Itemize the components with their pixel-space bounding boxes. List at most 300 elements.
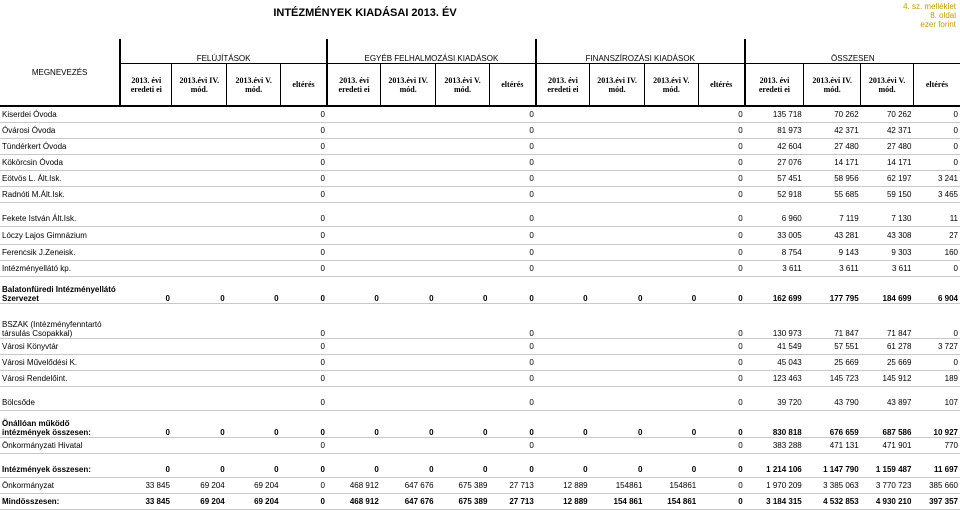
value-cell: 0 (698, 106, 744, 123)
value-cell (172, 139, 227, 155)
value-cell (590, 123, 645, 139)
value-cell (381, 171, 436, 187)
value-cell: 1 970 209 (745, 478, 804, 494)
table-total-row (0, 411, 960, 438)
subcolumn-header: 2013.évi V. mód. (436, 64, 490, 107)
value-cell: 69 204 (227, 478, 281, 494)
row-name: Radnóti M.Ált.Isk. (0, 187, 120, 203)
value-cell: 0 (698, 438, 744, 454)
value-cell: 0 (698, 171, 744, 187)
value-cell (227, 438, 281, 454)
value-cell: 0 (698, 277, 744, 304)
value-cell: 177 795 (804, 277, 861, 304)
value-cell: 4 532 853 (804, 494, 861, 510)
value-cell (120, 211, 172, 227)
value-cell: 0 (698, 339, 744, 355)
value-cell (327, 371, 381, 387)
value-cell (327, 312, 381, 339)
value-cell (590, 155, 645, 171)
value-cell: 0 (536, 411, 590, 438)
value-cell: 0 (436, 462, 490, 478)
value-cell (536, 312, 590, 339)
value-cell (436, 171, 490, 187)
value-cell (381, 261, 436, 277)
value-cell: 0 (489, 106, 535, 123)
value-cell (227, 371, 281, 387)
value-cell: 675 389 (436, 478, 490, 494)
value-cell (536, 395, 590, 411)
value-cell: 135 718 (745, 106, 804, 123)
value-cell: 10 927 (913, 411, 960, 438)
value-cell: 0 (489, 139, 535, 155)
value-cell (381, 155, 436, 171)
value-cell: 0 (489, 155, 535, 171)
table-row (0, 187, 960, 203)
value-cell: 184 699 (861, 277, 914, 304)
page-title: INTÉZMÉNYEK KIADÁSAI 2013. ÉV (273, 7, 457, 19)
table-row (0, 171, 960, 187)
table-row (0, 312, 960, 339)
subcolumn-header: 2013.évi IV. mód. (590, 64, 645, 107)
value-cell: 0 (698, 123, 744, 139)
value-cell (120, 355, 172, 371)
spacer-row (0, 304, 960, 313)
value-cell (172, 245, 227, 261)
value-cell: 189 (913, 371, 960, 387)
value-cell (590, 371, 645, 387)
value-cell: 0 (227, 411, 281, 438)
value-cell: 71 847 (861, 312, 914, 339)
value-cell: 687 586 (861, 411, 914, 438)
value-cell: 0 (644, 277, 698, 304)
value-cell: 0 (327, 277, 381, 304)
subcolumn-header: 2013.évi V. mód. (227, 64, 281, 107)
value-cell (436, 245, 490, 261)
value-cell: 0 (281, 155, 327, 171)
value-cell: 3 465 (913, 187, 960, 203)
value-cell (120, 395, 172, 411)
value-cell: 0 (698, 494, 744, 510)
value-cell: 27 076 (745, 155, 804, 171)
table-row (0, 155, 960, 171)
value-cell (172, 155, 227, 171)
row-name: Balatonfüredi Intézményellátó Szervezet (0, 277, 120, 304)
value-cell: 33 845 (120, 478, 172, 494)
value-cell (381, 395, 436, 411)
value-cell (436, 339, 490, 355)
row-name: Bölcsőde (0, 395, 120, 411)
value-cell: 1 147 790 (804, 462, 861, 478)
table-total-row (0, 277, 960, 304)
value-cell (436, 211, 490, 227)
value-cell (381, 371, 436, 387)
value-cell (536, 171, 590, 187)
subcolumn-header: 2013.évi V. mód. (644, 64, 698, 107)
value-cell (120, 312, 172, 339)
value-cell: 27 713 (489, 494, 535, 510)
value-cell: 0 (536, 462, 590, 478)
value-cell: 0 (698, 227, 744, 245)
value-cell: 0 (281, 355, 327, 371)
value-cell: 0 (698, 139, 744, 155)
value-cell (644, 339, 698, 355)
value-cell (590, 355, 645, 371)
value-cell (120, 155, 172, 171)
value-cell: 0 (489, 339, 535, 355)
value-cell (536, 355, 590, 371)
value-cell (436, 155, 490, 171)
table-row (0, 478, 960, 494)
value-cell: 6 960 (745, 211, 804, 227)
value-cell: 0 (281, 277, 327, 304)
value-cell (436, 227, 490, 245)
value-cell (590, 139, 645, 155)
value-cell: 0 (281, 411, 327, 438)
table-row (0, 261, 960, 277)
value-cell: 0 (489, 227, 535, 245)
value-cell: 0 (698, 411, 744, 438)
value-cell: 57 551 (804, 339, 861, 355)
value-cell: 0 (489, 411, 535, 438)
value-cell: 145 912 (861, 371, 914, 387)
value-cell (644, 106, 698, 123)
value-cell (227, 139, 281, 155)
value-cell (536, 261, 590, 277)
subcolumn-header-difference: eltérés (913, 64, 960, 107)
value-cell (536, 211, 590, 227)
row-name: Kökörcsin Óvoda (0, 155, 120, 171)
value-cell: 3 611 (861, 261, 914, 277)
spacer-cell (0, 387, 960, 396)
value-cell: 397 357 (913, 494, 960, 510)
value-cell: 468 912 (327, 494, 381, 510)
value-cell: 0 (281, 462, 327, 478)
value-cell: 43 281 (804, 227, 861, 245)
value-cell: 0 (590, 411, 645, 438)
value-cell: 0 (172, 411, 227, 438)
subcolumn-header: 2013. évi eredeti ei (745, 64, 804, 107)
value-cell (644, 312, 698, 339)
group-header-financing: FINANSZÍROZÁSI KIADÁSOK (536, 39, 745, 64)
value-cell: 43 790 (804, 395, 861, 411)
table-row (0, 355, 960, 371)
value-cell: 0 (913, 123, 960, 139)
value-cell (327, 171, 381, 187)
value-cell: 0 (327, 411, 381, 438)
value-cell: 39 720 (745, 395, 804, 411)
value-cell (381, 339, 436, 355)
row-name: Intézmények összesen: (0, 462, 120, 478)
value-cell: 0 (489, 261, 535, 277)
value-cell (172, 339, 227, 355)
value-cell (227, 155, 281, 171)
value-cell: 41 549 (745, 339, 804, 355)
value-cell (536, 339, 590, 355)
value-cell (381, 355, 436, 371)
value-cell: 130 973 (745, 312, 804, 339)
value-cell: 123 463 (745, 371, 804, 387)
value-cell: 0 (698, 462, 744, 478)
value-cell: 59 150 (861, 187, 914, 203)
value-cell: 1 214 106 (745, 462, 804, 478)
value-cell: 0 (120, 277, 172, 304)
value-cell (227, 106, 281, 123)
value-cell (327, 211, 381, 227)
subcolumn-header: 2013.évi IV. mód. (172, 64, 227, 107)
value-cell: 0 (281, 261, 327, 277)
value-cell (227, 245, 281, 261)
value-cell: 70 262 (804, 106, 861, 123)
value-cell: 0 (698, 211, 744, 227)
value-cell: 0 (381, 277, 436, 304)
subcolumn-header-row (0, 64, 960, 107)
value-cell (644, 371, 698, 387)
value-cell: 0 (281, 478, 327, 494)
value-cell: 0 (913, 155, 960, 171)
value-cell (644, 171, 698, 187)
value-cell (644, 139, 698, 155)
value-cell: 0 (281, 339, 327, 355)
value-cell (327, 155, 381, 171)
value-cell: 0 (489, 245, 535, 261)
row-name: Ferencsik J.Zeneisk. (0, 245, 120, 261)
value-cell: 385 660 (913, 478, 960, 494)
subcolumn-header: 2013.évi IV. mód. (381, 64, 436, 107)
value-cell: 0 (489, 355, 535, 371)
value-cell: 468 912 (327, 478, 381, 494)
value-cell: 0 (489, 395, 535, 411)
row-name: Intézményellátó kp. (0, 261, 120, 277)
value-cell (590, 245, 645, 261)
value-cell (120, 261, 172, 277)
value-cell (590, 339, 645, 355)
value-cell: 0 (644, 462, 698, 478)
spacer-row (0, 454, 960, 463)
table-row (0, 438, 960, 454)
value-cell (644, 355, 698, 371)
value-cell (536, 123, 590, 139)
value-cell (536, 187, 590, 203)
value-cell: 0 (536, 277, 590, 304)
table-body (0, 106, 960, 510)
value-cell (120, 339, 172, 355)
value-cell (644, 227, 698, 245)
value-cell: 0 (281, 245, 327, 261)
value-cell (120, 106, 172, 123)
value-cell: 0 (120, 462, 172, 478)
value-cell (172, 187, 227, 203)
value-cell (172, 395, 227, 411)
value-cell: 1 159 487 (861, 462, 914, 478)
value-cell (436, 261, 490, 277)
value-cell: 25 669 (861, 355, 914, 371)
value-cell (227, 123, 281, 139)
value-cell (120, 227, 172, 245)
value-cell: 145 723 (804, 371, 861, 387)
value-cell (227, 312, 281, 339)
row-name: BSZAK (Intézményfenntartó társulás Csopakkal) (0, 312, 120, 339)
value-cell: 71 847 (804, 312, 861, 339)
value-cell (327, 261, 381, 277)
subcolumn-header: 2013.évi V. mód. (861, 64, 914, 107)
value-cell: 154 861 (644, 494, 698, 510)
value-cell (120, 123, 172, 139)
value-cell (120, 245, 172, 261)
table-total-row (0, 494, 960, 510)
value-cell: 830 818 (745, 411, 804, 438)
value-cell (327, 245, 381, 261)
value-cell: 154 861 (590, 494, 645, 510)
subcolumn-header: 2013. évi eredeti ei (327, 64, 381, 107)
value-cell: 43 897 (861, 395, 914, 411)
value-cell: 0 (381, 462, 436, 478)
value-cell (644, 211, 698, 227)
value-cell (120, 139, 172, 155)
value-cell: 0 (281, 106, 327, 123)
value-cell (172, 438, 227, 454)
value-cell (120, 171, 172, 187)
value-cell (644, 123, 698, 139)
value-cell: 0 (698, 395, 744, 411)
value-cell (590, 395, 645, 411)
value-cell: 0 (172, 462, 227, 478)
value-cell (536, 438, 590, 454)
value-cell (381, 312, 436, 339)
value-cell: 675 389 (436, 494, 490, 510)
subcolumn-header: 2013. évi eredeti ei (120, 64, 172, 107)
row-name: Eötvös L. Ált.Isk. (0, 171, 120, 187)
subcolumn-header-difference: eltérés (281, 64, 327, 107)
value-cell: 27 (913, 227, 960, 245)
value-cell: 676 659 (804, 411, 861, 438)
value-cell (436, 438, 490, 454)
value-cell (381, 211, 436, 227)
table-row (0, 371, 960, 387)
value-cell: 12 889 (536, 494, 590, 510)
group-header-other-capital: EGYÉB FELHALMOZÁSI KIADÁSOK (327, 39, 536, 64)
value-cell: 0 (913, 261, 960, 277)
value-cell: 0 (913, 312, 960, 339)
value-cell: 0 (489, 171, 535, 187)
row-name: Fekete István Ált.Isk. (0, 211, 120, 227)
value-cell: 0 (489, 187, 535, 203)
value-cell: 42 371 (804, 123, 861, 139)
value-cell: 27 713 (489, 478, 535, 494)
value-cell (381, 187, 436, 203)
value-cell (536, 139, 590, 155)
value-cell (590, 211, 645, 227)
value-cell: 160 (913, 245, 960, 261)
subcolumn-header-difference: eltérés (489, 64, 535, 107)
subcolumn-header: 2013.évi IV. mód. (804, 64, 861, 107)
value-cell: 0 (281, 211, 327, 227)
value-cell: 33 845 (120, 494, 172, 510)
value-cell: 0 (913, 355, 960, 371)
value-cell: 0 (698, 312, 744, 339)
value-cell: 58 956 (804, 171, 861, 187)
value-cell (590, 106, 645, 123)
row-name: Óvárosi Óvoda (0, 123, 120, 139)
value-cell: 0 (489, 211, 535, 227)
value-cell (172, 211, 227, 227)
value-cell: 9 303 (861, 245, 914, 261)
value-cell (327, 123, 381, 139)
value-cell: 0 (281, 371, 327, 387)
value-cell: 4 930 210 (861, 494, 914, 510)
value-cell: 471 901 (861, 438, 914, 454)
value-cell: 0 (281, 187, 327, 203)
table-row (0, 106, 960, 123)
value-cell: 0 (913, 139, 960, 155)
value-cell (227, 187, 281, 203)
value-cell: 471 131 (804, 438, 861, 454)
value-cell: 0 (436, 277, 490, 304)
value-cell: 12 889 (536, 478, 590, 494)
value-cell (644, 261, 698, 277)
annex-unit: ezer forint (920, 20, 956, 29)
value-cell: 27 480 (861, 139, 914, 155)
value-cell: 0 (381, 411, 436, 438)
value-cell (436, 312, 490, 339)
value-cell: 0 (489, 438, 535, 454)
value-cell: 3 611 (804, 261, 861, 277)
value-cell: 0 (281, 494, 327, 510)
value-cell (590, 171, 645, 187)
value-cell: 0 (698, 187, 744, 203)
table-row (0, 227, 960, 245)
value-cell: 3 385 063 (804, 478, 861, 494)
value-cell: 0 (227, 277, 281, 304)
row-name: Városi Rendelőint. (0, 371, 120, 387)
value-cell: 8 754 (745, 245, 804, 261)
spacer-row (0, 203, 960, 212)
value-cell (436, 106, 490, 123)
value-cell (381, 106, 436, 123)
value-cell: 0 (436, 411, 490, 438)
value-cell: 61 278 (861, 339, 914, 355)
value-cell (227, 261, 281, 277)
value-cell: 27 480 (804, 139, 861, 155)
spacer-cell (0, 454, 960, 463)
value-cell (227, 355, 281, 371)
value-cell (327, 355, 381, 371)
spacer-cell (0, 304, 960, 313)
annex-number: 4. sz. melléklet (903, 2, 956, 11)
value-cell: 154861 (590, 478, 645, 494)
value-cell: 0 (698, 155, 744, 171)
value-cell (172, 123, 227, 139)
value-cell: 647 676 (381, 478, 436, 494)
value-cell: 57 451 (745, 171, 804, 187)
table-total-row (0, 462, 960, 478)
value-cell (590, 187, 645, 203)
value-cell (590, 438, 645, 454)
row-name: Önkormányzati Hivatal (0, 438, 120, 454)
value-cell: 0 (281, 227, 327, 245)
group-header-row (0, 39, 960, 64)
value-cell: 0 (172, 277, 227, 304)
value-cell: 45 043 (745, 355, 804, 371)
row-name: Önállóan működő intézmények összesen: (0, 411, 120, 438)
value-cell (327, 438, 381, 454)
value-cell: 11 697 (913, 462, 960, 478)
value-cell (644, 187, 698, 203)
value-cell: 7 130 (861, 211, 914, 227)
value-cell (172, 227, 227, 245)
value-cell (536, 371, 590, 387)
value-cell (644, 245, 698, 261)
table-row (0, 245, 960, 261)
